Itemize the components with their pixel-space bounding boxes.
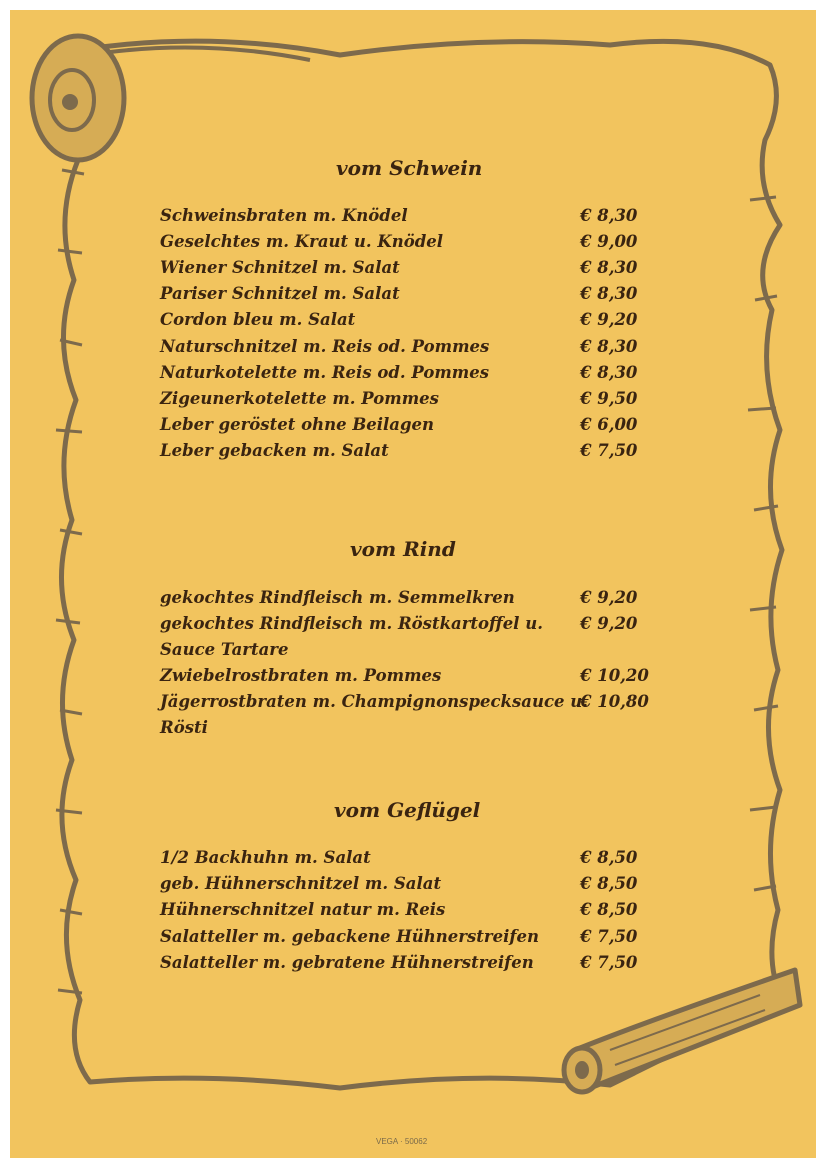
item-price: € 7,50 bbox=[580, 927, 638, 946]
item-price: € 8,30 bbox=[580, 258, 638, 277]
item-name: Schweinsbraten m. Knödel bbox=[160, 206, 408, 225]
item-price: € 8,30 bbox=[580, 206, 638, 225]
item-price: € 10,80 bbox=[580, 692, 649, 711]
section-title-gefluegel: vom Geflügel bbox=[334, 798, 481, 822]
item-name: gekochtes Rindfleisch m. Röstkartoffel u. bbox=[160, 614, 543, 633]
item-name: Zwiebelrostbraten m. Pommes bbox=[160, 666, 442, 685]
item-name: 1/2 Backhuhn m. Salat bbox=[160, 848, 371, 867]
item-name: Naturkotelette m. Reis od. Pommes bbox=[160, 363, 490, 382]
item-price: € 8,30 bbox=[580, 363, 638, 382]
item-price: € 8,50 bbox=[580, 874, 638, 893]
item-name: Wiener Schnitzel m. Salat bbox=[160, 258, 400, 277]
parchment-scroll-frame bbox=[10, 10, 816, 1158]
item-price: € 8,30 bbox=[580, 284, 638, 303]
section-title-schwein: vom Schwein bbox=[336, 156, 483, 180]
item-price: € 9,20 bbox=[580, 614, 638, 633]
item-price: € 7,50 bbox=[580, 953, 638, 972]
item-price: € 8,50 bbox=[580, 848, 638, 867]
item-price: € 8,30 bbox=[580, 337, 638, 356]
item-name: gekochtes Rindfleisch m. Semmelkren bbox=[160, 588, 515, 607]
item-name: Pariser Schnitzel m. Salat bbox=[160, 284, 400, 303]
item-name-continued: Rösti bbox=[160, 718, 208, 737]
item-price: € 9,00 bbox=[580, 232, 638, 251]
item-name: Salatteller m. gebackene Hühnerstreifen bbox=[160, 927, 539, 946]
item-price: € 8,50 bbox=[580, 900, 638, 919]
item-name: Hühnerschnitzel natur m. Reis bbox=[160, 900, 446, 919]
item-name: Naturschnitzel m. Reis od. Pommes bbox=[160, 337, 490, 356]
top-left-scroll-curl bbox=[32, 36, 310, 160]
item-name: Jägerrostbraten m. Champignonspecksauce u. bbox=[160, 692, 588, 711]
print-code: VEGA · 50062 bbox=[376, 1137, 428, 1146]
menu-page bbox=[10, 10, 816, 1158]
item-name: Geselchtes m. Kraut u. Knödel bbox=[160, 232, 444, 251]
item-name: Cordon bleu m. Salat bbox=[160, 310, 356, 329]
item-price: € 10,20 bbox=[580, 666, 649, 685]
item-price: € 7,50 bbox=[580, 441, 638, 460]
item-name: geb. Hühnerschnitzel m. Salat bbox=[160, 874, 442, 893]
item-price: € 6,00 bbox=[580, 415, 638, 434]
item-name: Leber gebacken m. Salat bbox=[160, 441, 389, 460]
bottom-right-scroll-roll bbox=[564, 970, 800, 1092]
right-edge-hatching bbox=[748, 197, 778, 890]
item-name: Leber geröstet ohne Beilagen bbox=[160, 415, 435, 434]
item-price: € 9,50 bbox=[580, 389, 638, 408]
item-name-continued: Sauce Tartare bbox=[160, 640, 289, 659]
section-title-rind: vom Rind bbox=[350, 537, 456, 561]
item-price: € 9,20 bbox=[580, 310, 638, 329]
item-price: € 9,20 bbox=[580, 588, 638, 607]
item-name: Salatteller m. gebratene Hühnerstreifen bbox=[160, 953, 534, 972]
item-name: Zigeunerkotelette m. Pommes bbox=[160, 389, 439, 408]
